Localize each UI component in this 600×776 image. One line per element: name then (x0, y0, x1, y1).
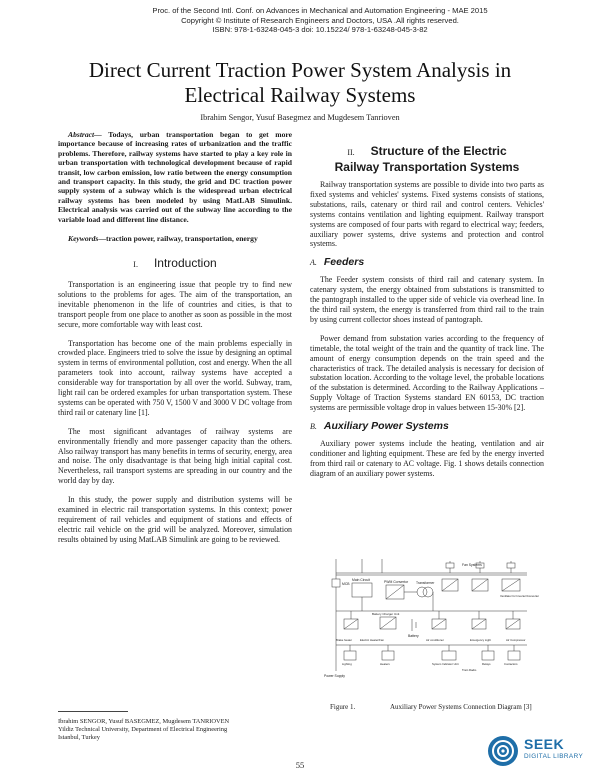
logo-name: SEEK (524, 736, 565, 752)
seek-digital-library-logo[interactable] (486, 734, 586, 768)
intro-paragraph: In this study, the power supply and distribution systems will be examined in electric rail transportation systems. In this context; power requirement of rail vehicles and equipment of stations and effects of electric rail vehicle on the grid will be analyzed. Moreover, simulation results obtained by using MatLAB Simulink are going to be reviewed. (58, 495, 292, 544)
section-heading-structure (310, 144, 544, 174)
transformer-coil (417, 587, 427, 597)
keywords (58, 234, 292, 244)
conference-header (0, 6, 600, 35)
header-line-1: Proc. of the Second Intl. Conf. on Advances in Mechanical and Automation Engineering - MAE 2015 (152, 6, 488, 15)
title-line-1: Direct Current Traction Power System Analysis in (88, 58, 512, 82)
ventilator-label: Ventilator for Inverter/Converter (500, 594, 540, 598)
section-number: II. (347, 148, 355, 157)
heaters-box (382, 651, 394, 660)
battery-label: Battery (408, 634, 419, 638)
relays-box (482, 651, 494, 660)
system-indicator-box (442, 651, 456, 660)
lighting-label: Lighting (342, 662, 352, 666)
subsection-title: Auxiliary Power Systems (323, 420, 449, 433)
header-line-3: ISBN: 978-1-63248-045-3 doi: 10.15224/ 978-1-63248-045-3-82 (212, 25, 428, 35)
section-title-line-2: Railway Transportation Systems (334, 160, 520, 174)
footnote-line-3: Istanbul, Turkey (58, 734, 100, 742)
fan-systems-label: Fan Systems (462, 563, 482, 567)
author-footnote (58, 718, 292, 743)
feeders-paragraph: Power demand from substation varies according to the frequency of timetable, the total weight of the train and the quantity of track line. The amount of energy consumption depends on the train speed and the characteristics of track. The detailed analysis is necessary for decision of substation location. According to the voltage level, the probable locations of the substation is determined. According to the Railway Applications – Supply Voltage of Traction Systems standard EN 60153, DC traction systems are permissible voltage drop in values between 15-30% [2]. (310, 333, 544, 413)
right-column (310, 130, 544, 488)
structure-paragraph: Railway transportation systems are possible to divide into two parts as fixed systems and vehicles' systems. Fixed systems consists of stations, substations, rails, catenary or third rail and control centers. Vehicles' systems contains ventilation and lighting equipment. Railway transport systems are composed of four parts with regard to electrical way; feeders, auxiliary power systems, drive systems and protection and control systems. (310, 180, 544, 249)
section-title-line-1: Structure of the Electric (370, 144, 507, 158)
subsection-number: B. (310, 422, 317, 432)
section-heading-introduction (58, 256, 292, 272)
lighting-box (344, 651, 356, 660)
main-circuit-label: Main Circuit (352, 578, 370, 582)
system-indicator-label: System Indicator Unit (432, 662, 459, 666)
header-line-2: Copyright © Institute of Research Engineers and Doctors, USA .All rights reserved. (181, 15, 459, 25)
authors: Ibrahim Sengor, Yusuf Basegmez and Mugdesem Tanrioven (200, 113, 400, 122)
heaters-label: Heaters (380, 662, 390, 666)
brake-heater-label: Brake heater (336, 638, 353, 642)
auxiliary-power-diagram (322, 553, 540, 681)
figure-caption (330, 703, 560, 711)
contactors-box (508, 651, 520, 660)
contactors-label: Contactors (504, 662, 518, 666)
seek-logo-icon (486, 734, 520, 768)
relays-label: Relays (482, 662, 491, 666)
air-conditioner-label: Air conditioner (426, 638, 444, 642)
intro-paragraph: Transportation is an engineering issue that people try to find new solutions to the problems for ages. The aim of the transportation, an inevitable phenomenon in the life of countries and cities, is that to transport people from one place to another as soon as possible in the most secure, more comfortable way with least cost. (58, 279, 292, 329)
page-number: 55 (295, 760, 305, 770)
keywords-label: Keywords— (68, 234, 106, 244)
abstract-label: Abstract— (68, 130, 102, 139)
subsection-title: Feeders (323, 256, 365, 269)
keywords-text: traction power, railway, transportation, energy (105, 234, 258, 244)
electric-heater-label: Electric Heater/Fan (360, 638, 384, 642)
footnote-rule (58, 711, 128, 712)
transformer-label: Transformer (416, 581, 435, 585)
air-compressor-label: Air Compressor (506, 638, 526, 642)
pwm-convertor-label: PWM Convertor (384, 580, 409, 584)
feeders-paragraph: The Feeder system consists of third rail and catenary system. In catenary system, the energy obtained from substations is transmitted to the pantograph installed to the upper side of vehicle via overhead line. In the third rail system, the energy is transferred from third rail to the train by using current collector shoes instead of pantograph. (310, 275, 544, 324)
section-title: Introduction (153, 255, 217, 270)
title-line-2: Electrical Railway Systems (184, 83, 416, 107)
abstract (58, 130, 292, 224)
intro-paragraph: Transportation has become one of the main problems especially in crowded place. Engineers tried to solve the issue by designing an optimal system in terms of environmental pollution, cost and energy. When the all parameters took into account, railway systems have accepted a considerable way for transportation by all over the world. Subway, tram, light rail can be ordered examples for urban transportation system. These systems can be operated with 750 V, 1500 V and 3000 V DC voltage from third rail or catenary line [1]. (58, 338, 292, 417)
auxiliary-paragraph: Auxiliary power systems include the heating, ventilation and air conditioner and lighting equipment. These are fed by the energy inverted from third rail or catenary to AC voltage. Fig. 1 shows details connection diagram of an auxiliary power systems. (310, 438, 544, 478)
figure-caption-text: Auxiliary Power Systems Connection Diagram [3] (390, 703, 532, 711)
mcb-box (332, 579, 340, 587)
battery-charger-label: Battery Charger Unit (372, 612, 400, 616)
power-supply-label: Power Supply (324, 674, 345, 678)
paper-title (30, 58, 570, 108)
footnote-line-1: Ibrahim SENGOR, Yusuf BASEGMEZ, Mugdesem TANRIOVEN (58, 718, 230, 725)
abstract-text: Todays, urban transportation began to get more importance because of increasing rates of urbanization and the traffic problems. Therefore, railway systems have started to play a key role in urban transportation with technological development because of rapid transit, low carbon emission, low ratio between the energy consumption and transport capacity. In this study, the grid and DC traction power supply system of a subway which is the widespread urban electrical railway systems has been modeled by using MatLAB Simulink. Electrical analysis was carried out of the subway line according to the variable load and different line distance. (58, 130, 292, 224)
logo-tagline: DIGITAL LIBRARY (524, 753, 584, 760)
footnote-line-2: Yildiz Technical University, Department of Electrical Engineering (58, 726, 228, 734)
main-circuit-box (352, 583, 372, 597)
mcb-label: MCB (342, 582, 350, 586)
left-column (58, 130, 292, 554)
train-radio-label: Train Radio (462, 668, 477, 672)
subsection-heading-feeders (310, 258, 544, 268)
section-number: I. (133, 259, 138, 269)
figure-label: Figure 1. (330, 703, 356, 711)
subsection-heading-auxiliary (310, 422, 544, 432)
fuse-box (446, 563, 454, 568)
intro-paragraph: The most significant advantages of railway systems are environmentally friendly and more passenger capacity than the others. Also railway transport has many benefits in terms of security, energy, area and noise. The only disadvantage is that being high initial capital cost. Nevertheless, rail transport systems are spreading in our country and the world day by day. (58, 426, 292, 486)
fuse-box (507, 563, 515, 568)
subsection-number: A. (310, 258, 317, 268)
emergency-light-label: Emergency Light (470, 638, 491, 642)
